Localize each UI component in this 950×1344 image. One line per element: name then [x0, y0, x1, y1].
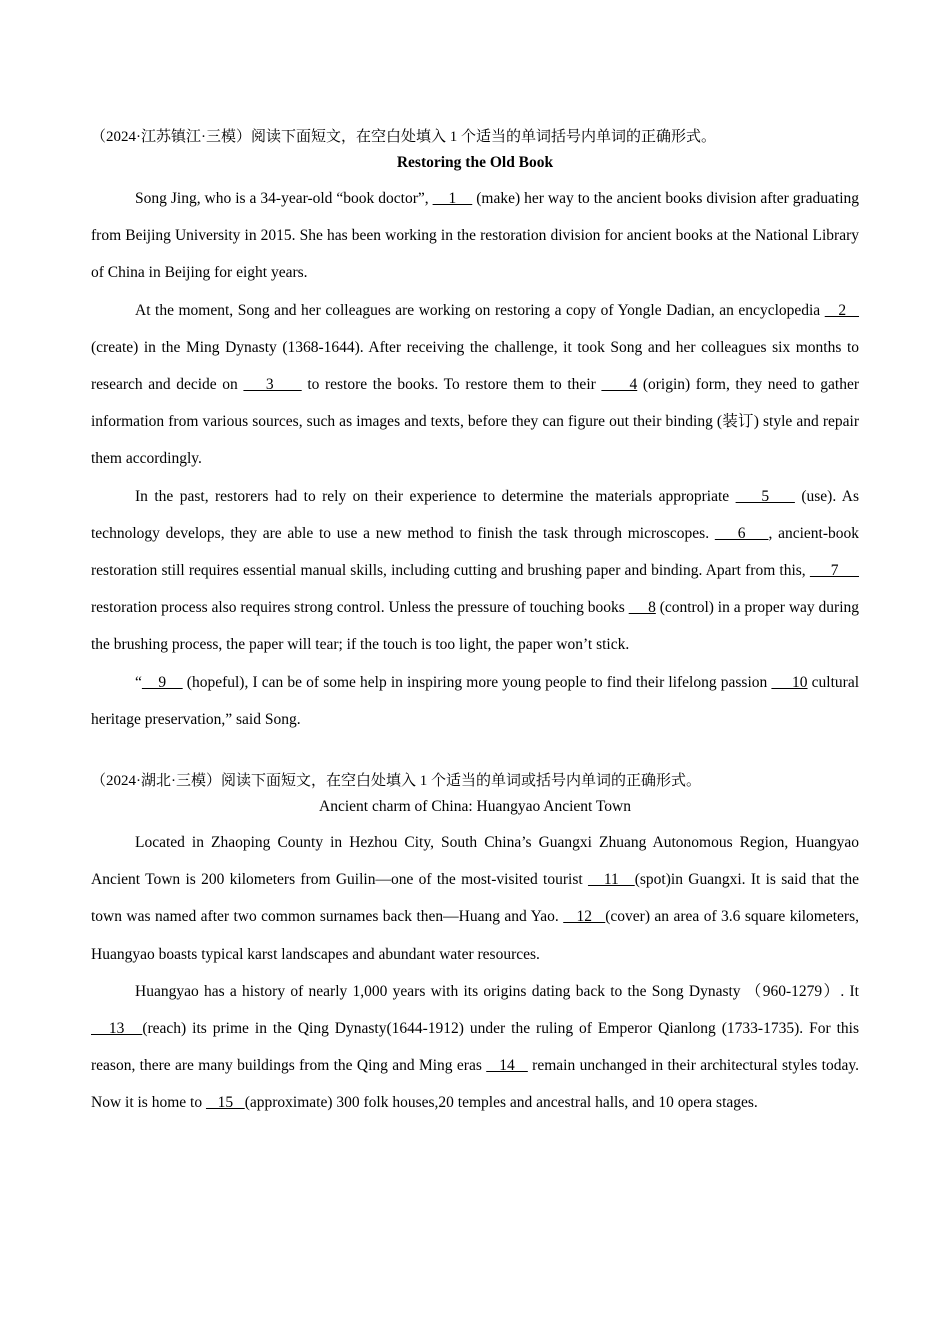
blank-6: 6	[714, 524, 769, 542]
text: In the past, restorers had to rely on their experience to determine the materials appropriate	[135, 487, 736, 505]
section2-paragraph-1	[91, 824, 859, 973]
blank-5: 5	[735, 487, 795, 505]
blank-12: 12	[563, 908, 606, 926]
text: At the moment, Song and her colleagues are working on restoring a copy of Yongle Dadian, an encyclopedia	[135, 301, 825, 319]
section1-paragraph-3	[91, 478, 859, 664]
blank-3: 3	[243, 376, 302, 394]
text: remain unchanged in their architectural styles today. Now it is home to	[91, 1057, 859, 1112]
text: (cover) an area of 3.6 square kilometers, Huangyao boasts typical karst landscapes and abundant water resources.	[91, 908, 859, 963]
section1-title: Restoring the Old Book	[396, 154, 554, 171]
section1-source: （2024·江苏镇江·三模）阅读下面短文，在空白处填入 1 个适当的单词括号内单词的正确形式。	[91, 129, 716, 145]
text: (reach) its prime in the Qing Dynasty(1644-1912) under the ruling of Emperor Qianlong (1733-1735). For this reason, there are many buildings from the Qing and Ming eras	[91, 1020, 859, 1075]
section2-paragraph-2	[91, 973, 859, 1122]
section2-source: （2024·湖北·三模）阅读下面短文，在空白处填入 1 个适当的单词或括号内单词的正确形式。	[91, 773, 701, 790]
blank-8: 8	[628, 599, 656, 617]
text: Huangyao has a history of nearly 1,000 years with its origins dating back to the Song Dynasty （960-1279）. It	[135, 982, 859, 1000]
text: (approximate) 300 folk houses,20 temples and ancestral halls, and 10 opera stages.	[244, 1094, 758, 1112]
section1-paragraph-2	[91, 292, 859, 478]
text: (spot)in Guangxi. It is said that the town was named after two common surnames back then—Huang and Yao.	[91, 871, 859, 926]
text: (use). As technology develops, they are able to use a new method to finish the task through microscopes.	[91, 487, 860, 542]
text: (hopeful), I can be of some help in inspiring more young people to find their lifelong passion	[182, 673, 772, 691]
blank-10: 10	[771, 673, 808, 691]
text: “	[135, 673, 142, 691]
blank-11: 11	[587, 871, 635, 889]
text: Located in Zhaoping County in Hezhou City, South China’s Guangxi Zhuang Autonomous Region, Huangyao Ancient Town is 200 kilometers from Guilin—one of the most-visited tourist	[91, 834, 859, 889]
text: restoration process also requires strong control. Unless the pressure of touching books	[91, 599, 629, 617]
section2-title: Ancient charm of China: Huangyao Ancient Town	[319, 798, 631, 816]
blank-1: 1	[432, 190, 473, 207]
section-spacer	[91, 738, 859, 764]
blank-2: 2	[824, 301, 860, 319]
text: Song Jing, who is a 34-year-old “book doctor”,	[135, 190, 433, 207]
text: (create) in the Ming Dynasty (1368-1644). After receiving the challenge, it took Song and her colleagues six months to research and decide on	[91, 338, 859, 394]
blank-9: 9	[141, 673, 183, 691]
text: (control) in a proper way during the brushing process, the paper will tear; if the touch is too light, the paper won’t stick.	[91, 599, 859, 654]
blank-13: 13	[91, 1020, 143, 1038]
blank-14: 14	[486, 1057, 528, 1075]
text: (make) her way to the ancient books division after graduating from Beijing University in 2015. She has been working in the restoration division for ancient books at the National Library of China in Beijing for eight years.	[91, 190, 860, 282]
text: (origin) form, they need to gather information from various sources, such as images and texts, before they can figure out their binding (装订) style and repair them accordingly.	[91, 376, 860, 468]
text: , ancient-book restoration still requires essential manual skills, including cutting and brushing paper and binding. Apart from this,	[91, 524, 859, 580]
blank-7: 7	[809, 562, 859, 580]
section1-paragraph-4	[91, 664, 859, 738]
blank-15: 15	[205, 1094, 245, 1112]
text: cultural heritage preservation,” said Song.	[91, 673, 860, 728]
document-page	[91, 120, 859, 1122]
blank-4: 4	[601, 376, 638, 394]
text: to restore the books. To restore them to their	[301, 376, 602, 394]
section1-paragraph-1	[91, 180, 859, 292]
